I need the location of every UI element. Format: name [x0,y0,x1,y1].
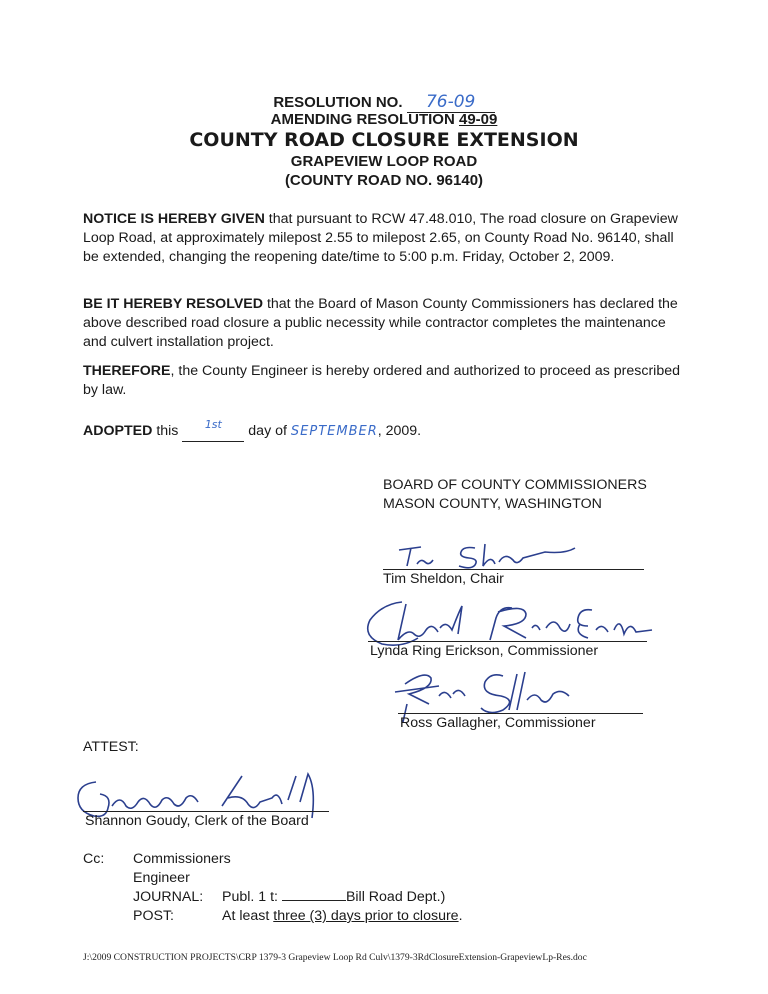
clerk-name: Shannon Goudy, Clerk of the Board [85,813,309,829]
therefore-lead: THEREFORE [83,363,171,379]
therefore-paragraph [83,362,683,400]
cc-engineer: Engineer [133,870,190,886]
therefore-text: , the County Engineer is hereby ordered and authorized to proceed as prescribed by law. [83,363,680,398]
notice-paragraph [83,210,683,267]
adopted-day-handwritten: 1st [204,418,222,431]
journal-label: JOURNAL: [133,889,204,905]
amending-number: 49-09 [458,111,498,128]
resolved-paragraph [83,295,683,352]
post-underlined: three (3) days prior to closure [273,908,459,924]
post-label: POST: [133,908,174,924]
signer-3-name: Ross Gallagher, Commissioner [400,715,596,731]
cc-post-row: POST: At least three (3) days prior to closure. [133,908,463,924]
resolved-text: that the Board of Mason County Commissioners has declared the above described road closure a public necessity while contractor completes the maintenance and culvert installation project. [83,296,678,350]
cc-list [133,850,463,926]
road-name: GRAPEVIEW LOOP ROAD [290,153,478,170]
resolution-label: RESOLUTION NO. [273,94,403,111]
notice-text: that pursuant to RCW 47.48.010, The road closure on Grapeview Loop Road, at approximately milepost 2.55 to milepost 2.65, on County Road No. 96140, shall be extended, changing the reopening date/time to 5:00 p.m. Friday, October 2, 2009. [83,211,678,265]
adopted-month-handwritten: SEPTEMBER [290,424,378,439]
cc-label: Cc: [83,851,105,867]
document-title: COUNTY ROAD CLOSURE EXTENSION [189,129,579,151]
adopted-line: ADOPTED this $^{1st}$ day of SEPTEMBER, 2009. [83,422,683,442]
attest-label: ATTEST: [83,739,139,755]
file-path-footer: J:\2009 CONSTRUCTION PROJECTS\CRP 1379-3 Grapeview Loop Rd Culv\1379-3RdClosureExtension-GrapeviewLp-Res.doc [83,952,587,963]
road-number: (COUNTY ROAD NO. 96140) [284,172,484,189]
resolved-lead: BE IT HEREBY RESOLVED [83,296,264,312]
adopted-lead: ADOPTED [83,423,153,439]
board-line-2: MASON COUNTY, WASHINGTON [383,496,602,512]
amending-prefix: AMENDING RESOLUTION [270,111,455,128]
resolution-number-handwritten: 76-09 [425,92,476,112]
cc-journal-row: JOURNAL: Publ. 1 t: Bill Road Dept.) [133,889,446,905]
amending-line [0,111,768,128]
resolution-number-line [0,92,768,113]
signature-tim-sheldon [395,540,585,572]
journal-value: Bill Road Dept.) [345,889,446,905]
board-heading [383,476,647,514]
notice-lead: NOTICE IS HEREBY GIVEN [83,211,265,227]
signer-1-name: Tim Sheldon, Chair [383,571,504,587]
cc-commissioners: Commissioners [133,851,231,867]
signer-2-name: Lynda Ring Erickson, Commissioner [370,643,599,659]
board-line-1: BOARD OF COUNTY COMMISSIONERS [383,477,647,493]
